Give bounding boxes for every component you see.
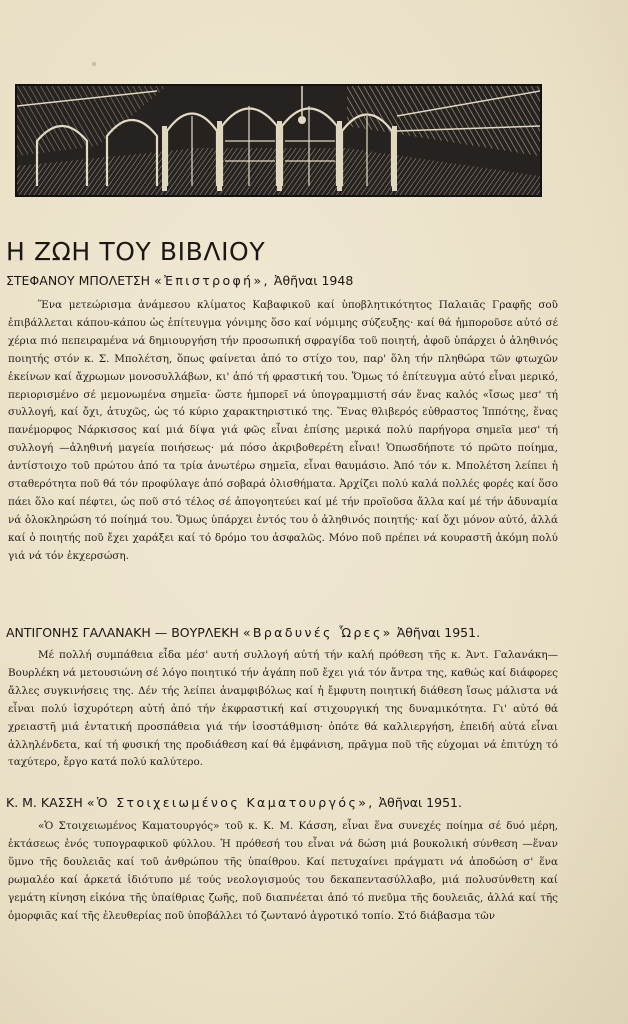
review-author: ΑΝΤΙΓΟΝΗΣ ΓΑΛΑΝΑΚΗ — ΒΟΥΡΛΕΚΗ: [6, 625, 239, 640]
review-book-title: «Ἐπιστροφή»,: [154, 273, 270, 288]
review-heading-3: [6, 794, 462, 812]
review-body-3: «Ὁ Στοιχειωμένος Καματουργός» τοῦ κ. Κ. Μ. Κάσση, εἶναι ἕνα συνεχές ποίημα σέ δυό μέρη, ἐκτάσεως ἑνός τυπογραφικοῦ φύλλου. Ἡ πρόθεσή του εἶναι νά δώση μιά βουκολική σύνθεση —ἕναν ὕμνο τῆς δουλειᾶς καί τοῦ ἀνθρώπου τῆς ὑπαίθρου. Καί πετυχαίνει πράγματι νά ἀποδώση σ' ἕνα ρωμαλέο καί ἀρκετά ἰδιότυπο μέ τούς νεολογισμούς του δεκαπεντασύλλαβο, μιά πολυσύνθετη καί γεμάτη κίνηση εἰκόνα τῆς ὑπαίθριας ζωῆς, ποῦ διαπνέεται ἀπό τό πνεῦμα τῆς δουλειᾶς, ἀλλά καί τῆς ὀμορφιᾶς καί τῆς ἐλευθερίας ποῦ ὑποβάλλει τό ζωντανό ἀγροτικό τοπίο. Στό διάβασμα τῶν: [8, 820, 558, 922]
review-heading-1: [6, 272, 353, 290]
review-book-title: «Βραδυνές Ὧρες»: [242, 625, 393, 640]
section-title: Η ΖΩΗ ΤΟΥ ΒΙΒΛΙΟΥ: [6, 237, 266, 266]
review-book-title: «Ὁ Στοιχειωμένος Καματουργός»,: [86, 795, 375, 810]
review-author: Κ. Μ. ΚΑΣΣΗ: [6, 795, 83, 810]
review-place-year: Ἀθῆναι 1948: [273, 273, 354, 288]
paper-speck: [92, 62, 96, 66]
review-body-1: Ἕνα μετεώρισμα ἀνάμεσου κλίματος Καβαφικοῦ καί ὑποβλητικότητος Παλαιᾶς Γραφῆς σοῦ ἐπιβάλλεται κάπου-κάπου ὡς ἐπίτευγμα γόνιμης ὅσο καί νόμιμης σύζευξης· καί θά ἠμποροῦσε αὐτό σέ χέρια πιό πεπειραμένα νά δημιουργήση τήν προσωπική σφραγίδα τοῦ ποιητή, ἀφοῦ ὑπάρχει ὁ ἀληθινός ποιητής στόν κ. Σ. Μπολέτση, ὅπως φαίνεται ἀπό το στίχο του, παρ' ὅλη τήν πληθώρα τῶν φτωχῶν ἐκείνων καί ἄχρωμων μονοσυλλάβων, κι' ἀπό τή φραστική του. Ὅμως τό ἐπίτευγμα αὐτό εἶναι μερικό, περιορισμένο σέ μεμονωμένα σημεῖα· ὥστε ἠμπορεῖ νά ὑπογραμμιστή σάν ἕνας καλός «ἴσως μεσ' τή συλλογή, καί ὄχι, ἀτυχῶς, ὡς τό κύριο χαρακτηριστικό της. Ἕνας θλιβερός εὐθραστος Ἱππότης, ἕνας πανέμορφος Νάρκισσος καί μιά δίψα γιά φῶς εἶναι ἐπίσης μερικά πολύ παρήγορα σημεῖα μεσ' τή συλλογή —ἀληθινή μαγεία ποιήσεως· μά πόσο ἀκριβοθερέτη εἶναι! Ὁπωσδήποτε τό πρῶτο ποίημα, ἀντίστοιχο τοῦ πρώτου ἀπό τα τρία ἀνωτέρω σημεῖα, εἶναι θαυμάσιο. Ἀπό τόν κ. Μπολέτση λείπει ἡ σταθερότητα ποῦ θά τόν προφύλαγε ἀπό σοβαρά ὀλισθήματα. Ἀρχίζει πολύ καλά πολλές φορές καί ὅσο πάει ὅλο καί πέφτει, ὡς ποῦ στό τέλος σέ ἀπογοητεύει καί μέ τήν προϊοῦσα ἄλλα καί μέ τήν ἀδυναμία νά ὁλοκληρώση τό ποίημά του. Ὅμως ὑπάρχει ἐντός του ὁ ἀληθινός ποιητής· καί ὄχι μόνον αὐτό, ἀλλά καί ὁ ποιητής ποῦ ἔχει χαράξει καί τό δρόμο του ἀσφαλῶς. Μόνο ποῦ πρέπει νά κουραστῆ ἀκόμη πολύ γιά νά τόν ἐκχερσώση.: [8, 299, 558, 562]
woodcut-illustration: [15, 84, 542, 197]
review-body-2: Μέ πολλή συμπάθεια εἶδα μέσ' αυτή συλλογή αὐτή τήν καλή πρόθεση τῆς κ. Ἀντ. Γαλανάκη—Βουρλέκη νά μετουσιώνη σέ λόγο ποιητικό τήν ἀγάπη ποῦ ἔχει γιά τόν ἄντρα της, καθώς καί διάφορες ἄλλες συγκινήσεις της. Δέν τής λείπει ἀναμφιβόλως καί ἡ ἔμφυτη ποιητική διάθεση ἴσως μάλιστα νά εἶναι πολύ ἰσχυρότερη αὐτή ἀπό τήν ἐκφραστική καί στιχουργική της δυναμικότητα. Γι' αὐτό θά χρειαστῆ μιά ἐντατική προσπάθεια γιά τήν ἰσοστάθμιση· ὁπότε θά καλλιεργήση, ἐπειδή αὐτά εἶναι ἀλληλένδετα, καί τή φυσική της προδιάθεση καί θά ἐμφάνιση, πρᾶγμα ποῦ τῆς εὐχομαι νά ἐπιτύχη τό ταχύτερο, ἔργο κατά πολύ καλύτερο.: [8, 649, 558, 769]
review-author: ΣΤΕΦΑΝΟΥ ΜΠΟΛΕΤΣΗ: [6, 273, 151, 288]
review-heading-2: [6, 624, 480, 642]
review-place-year: Ἀθῆναι 1951.: [378, 795, 462, 810]
woodcut-church-interior-image: [17, 86, 540, 195]
review-place-year: Ἀθῆναι 1951.: [396, 625, 481, 640]
